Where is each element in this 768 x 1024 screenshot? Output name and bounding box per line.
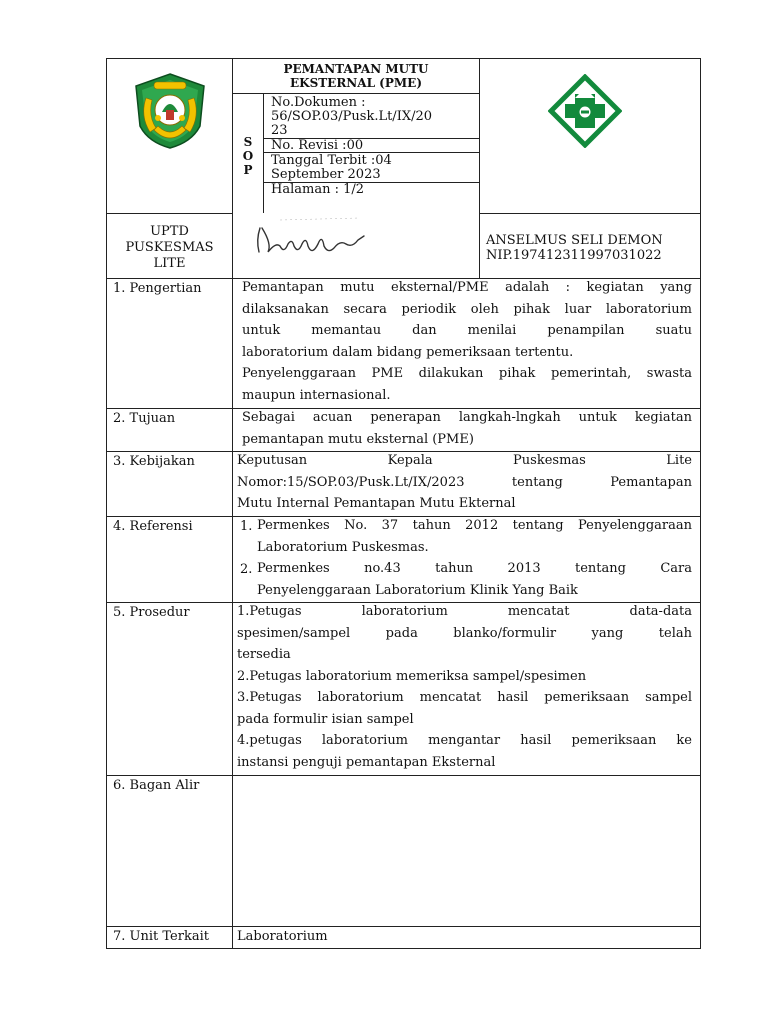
kebijakan-line: Nomor:15/SOP.03/Pusk.Lt/IX/2023 tentang Pemantapan (237, 474, 692, 490)
pengertian-line: maupun internasional. (242, 387, 391, 403)
header-row-line-right (479, 213, 701, 214)
referensi-line: Permenkes no.43 tahun 2013 tentang Cara (257, 561, 692, 576)
table-border-bottom (106, 948, 701, 949)
sop-letter-p: P (243, 163, 253, 177)
tanggal-terbit: Tanggal Terbit :04 (271, 153, 392, 168)
org-line-puskesmas: PUSKESMAS (125, 240, 214, 255)
pengertian-line: Pemantapan mutu eksternal/PME adalah : kegiatan yang (242, 280, 692, 295)
referensi-line: Penyelenggaraan Laboratorium Klinik Yang Baik (257, 582, 578, 598)
label-kebijakan: 3. Kebijakan (113, 454, 195, 469)
row-line-bagan-alir (106, 775, 701, 776)
referensi-line: Permenkes No. 37 tahun 2012 tentang Penyelenggaraan (257, 518, 692, 533)
tujuan-line: Sebagai acuan penerapan langkah-lngkah untuk kegiatan (242, 410, 692, 425)
referensi-line: Laboratorium Puskesmas. (257, 539, 429, 555)
regency-emblem-icon (132, 72, 208, 150)
pengertian-line: laboratorium dalam bidang pemeriksaan tertentu. (242, 344, 574, 360)
no-dokumen-value-cont: 23 (271, 123, 288, 138)
label-prosedur: 5. Prosedur (113, 605, 190, 620)
label-tujuan: 2. Tujuan (113, 411, 176, 426)
signer-name: ANSELMUS SELI DEMON (486, 233, 663, 248)
header-divider-left (232, 58, 233, 279)
puskesmas-cross-icon (548, 74, 622, 148)
no-dokumen-label: No.Dokumen : (271, 95, 366, 110)
pengertian-line: Penyelenggaraan PME dilakukan pihak pemerintah, swasta (242, 366, 692, 381)
tanggal-terbit-cont: September 2023 (271, 167, 381, 182)
prosedur-line: 1.Petugas laboratorium mencatat data-data (237, 604, 692, 619)
label-bagan-alir: 6. Bagan Alir (113, 778, 200, 793)
kebijakan-line: Mutu Internal Pemantapan Mutu Ekternal (237, 496, 516, 511)
document-title-line-1: PEMANTAPAN MUTU (283, 62, 429, 76)
label-referensi: 4. Referensi (113, 519, 193, 534)
sop-column-divider (263, 93, 264, 213)
referensi-number: 1. (240, 519, 253, 534)
org-line-uptd: UPTD (150, 224, 189, 239)
table-border-right (700, 58, 701, 949)
kebijakan-line: Keputusan Kepala Puskesmas Lite (237, 453, 692, 468)
prosedur-line: pada formulir isian sampel (237, 711, 414, 727)
table-border-left (106, 58, 107, 949)
tujuan-line: pemantapan mutu eksternal (PME) (242, 431, 474, 447)
header-row-line-left (106, 213, 233, 214)
row-line-unit-terkait (106, 926, 701, 927)
document-title-line-2: EKSTERNAL (PME) (290, 76, 422, 90)
pengertian-line: dilaksanakan secara periodik oleh pihak luar laboratorium (242, 301, 692, 317)
prosedur-line: spesimen/sampel pada blanko/formulir yang telah (237, 625, 692, 641)
label-pengertian: 1. Pengertian (113, 281, 202, 296)
sop-letter-s: S (243, 135, 253, 149)
no-revisi: No. Revisi :00 (271, 138, 364, 153)
pengertian-line: untuk memantau dan menilai penampilan suatu (242, 323, 692, 338)
sop-letter-o: O (242, 149, 254, 163)
prosedur-line: tersedia (237, 647, 291, 662)
prosedur-line: 4.petugas laboratorium mengantar hasil pemeriksaan ke (237, 733, 692, 748)
label-unit-terkait: 7. Unit Terkait (113, 929, 209, 944)
signature-icon (250, 214, 380, 264)
org-line-lite: LITE (153, 256, 186, 271)
referensi-number: 2. (240, 562, 253, 577)
prosedur-line: 3.Petugas laboratorium mencatat hasil pemeriksaan sampel (237, 690, 692, 705)
table-border-top (106, 58, 701, 59)
signer-nip: NIP.197412311997031022 (486, 248, 662, 263)
unit-terkait-value: Laboratorium (237, 929, 328, 944)
label-column-divider (232, 278, 233, 949)
header-divider-right (479, 58, 480, 279)
halaman: Halaman : 1/2 (271, 182, 365, 197)
prosedur-line: instansi penguji pemantapan Eksternal (237, 754, 496, 770)
prosedur-line: 2.Petugas laboratorium memeriksa sampel/spesimen (237, 668, 587, 684)
no-dokumen-value: 56/SOP.03/Pusk.Lt/IX/20 (271, 109, 433, 124)
title-bottom-line (232, 93, 480, 94)
